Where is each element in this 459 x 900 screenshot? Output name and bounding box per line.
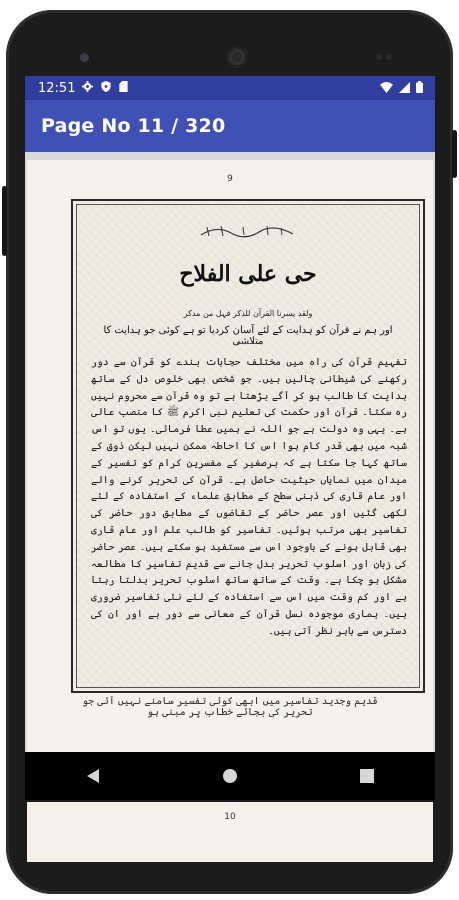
page-viewer[interactable] [25, 152, 435, 822]
home-button[interactable] [210, 756, 250, 796]
volume-button [452, 130, 457, 178]
light-sensor [386, 54, 392, 60]
wifi-icon [380, 82, 393, 97]
page-number-next: 10 [224, 812, 236, 822]
settings-icon [82, 81, 93, 96]
section-divider [237, 343, 257, 348]
signal-icon [399, 82, 410, 97]
quran-verse: ولقد یسرنا القرآن للذکر فہل من مدکر [183, 309, 313, 318]
back-icon [86, 768, 100, 784]
battery-icon [416, 81, 423, 97]
page-border-frame [71, 199, 425, 693]
recents-icon [360, 769, 374, 783]
next-book-page[interactable] [27, 802, 433, 862]
page-number-top: 9 [227, 174, 233, 184]
page-title: Page No 11 / 320 [41, 115, 226, 137]
app-bar [25, 100, 435, 152]
front-camera [80, 53, 89, 62]
sd-card-icon [119, 81, 128, 96]
chapter-heading: حی علی الفلاح [179, 261, 317, 287]
status-time: 12:51 [38, 80, 76, 96]
book-page[interactable] [27, 160, 433, 798]
bismillah-calligraphy [197, 223, 297, 239]
shield-icon [101, 81, 111, 96]
status-bar [25, 76, 435, 100]
home-icon [222, 768, 238, 784]
navigation-bar [25, 752, 435, 800]
screen [25, 76, 435, 822]
recents-button[interactable] [347, 756, 387, 796]
status-right [380, 81, 423, 97]
back-button[interactable] [73, 756, 113, 796]
proximity-sensor [376, 54, 382, 60]
earpiece-speaker [226, 46, 248, 68]
continuation-line: قدیم وجدید تفاسیر میں ابھی کوئی تفسیر سامنے نہیں آئی جو تحریر کی بجائے خطاب پر مبنی ہو [82, 696, 378, 718]
page-frame-inner [76, 204, 420, 688]
verse-translation: اور ہم نے قرآن کو ہدایت کے لئے آسان کردیا تو ہے کوئی جو ہدایت کا متلاشی [103, 325, 393, 347]
power-button [2, 186, 7, 256]
body-paragraph: تفہیم قرآن کی راہ میں مختلف حجابات بندے کو قرآن سے دور رکھنے کی شیطانی چالیں ہیں۔ جو شخص بھی خلوص دل کے ساتھ ہدایت کا طالب ہو کر آگے بڑھتا ہے تو وہ قرآن سے محروم نہیں رہ سکتا۔ قرآن اور حکمت کی تعلیم نبی اکرم ﷺ کا منصب عالی ہے۔ یہی وہ دولت ہے جو اللہ نے ہمیں عطا فرمائی۔ یوں تو اس شبہ میں بھی قدر کام ہوا اس کا احاطہ ممکن نہیں لیکن ذوق کے ساتھ کہا جا سکتا ہے کہ برصغیر کے مفسرین کرام کو تفسیر کے میدان میں نمایاں حیثیت حاصل ہے۔ قرآن کی تحریر کرنے والے اور عام قاری کی ذہنی سطح کے مطابق علماء کے استفادہ کے لئے لکھی گئیں اور عصر حاضر کے تقاضوں کے مطابق دور حاضر کی تفاسیر بھی مرتب ہوئیں۔ تفاسیر کو طالب علم اور عام قاری بھی قابل ہونے کے باوجود اس سے مستفید ہو سکتے ہیں۔ عصر حاضر کی زبان اور اسلوب تحریر بدل جانے سے قدیم تفاسیر کا مطالعہ مشکل ہو چکا ہے۔ وقت کے ساتھ ساتھ اسلوب تحریر بدلتا رہتا ہے اور کم وقت میں اس سے استفادہ کے لئے نئی تفاسیر ضروری ہیں۔ ہماری موجودہ نسل قرآن کے معانی سے دور ہے اور ان کی دسترس سے باہر نظر آتی ہیں۔ [91, 357, 407, 637]
